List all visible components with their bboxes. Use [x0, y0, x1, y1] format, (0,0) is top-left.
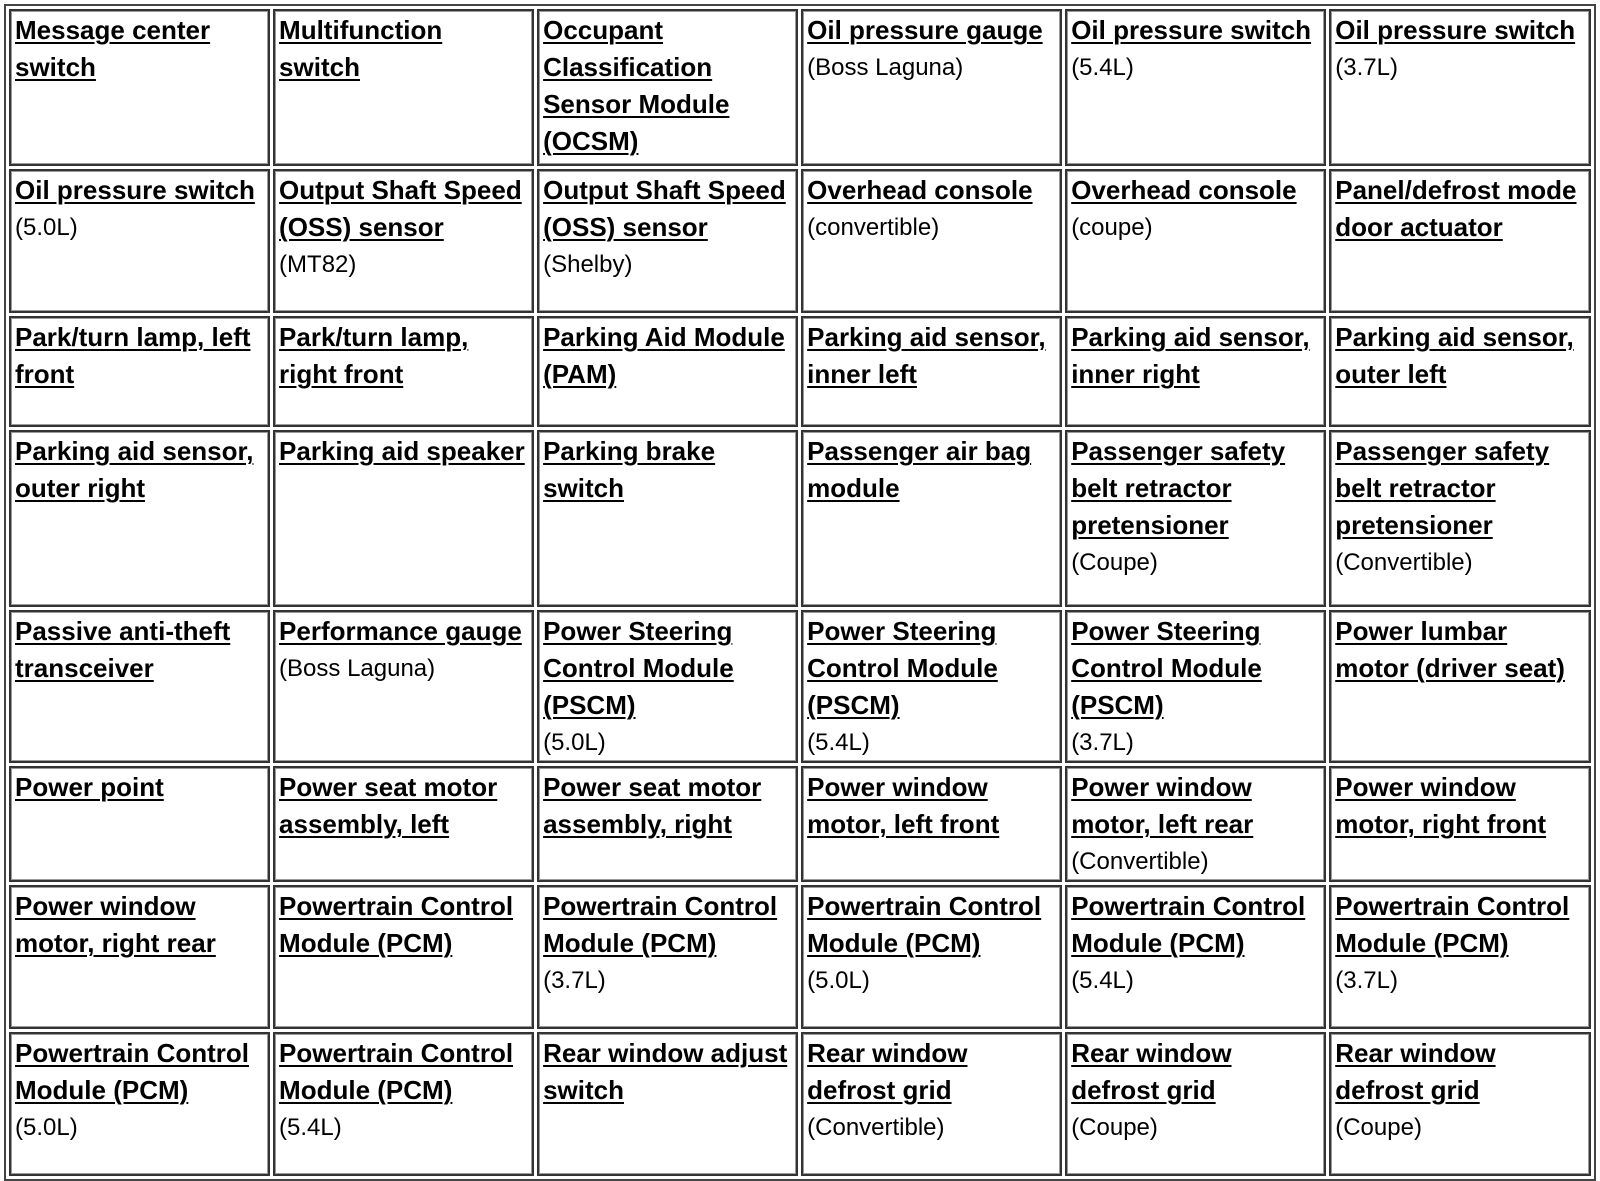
table-cell [537, 169, 798, 313]
table-cell [1329, 1032, 1591, 1176]
variant-note: (3.7L) [1335, 967, 1398, 994]
component-link[interactable]: Output Shaft Speed (OSS) sensor [543, 175, 786, 242]
table-cell [1065, 766, 1326, 882]
variant-note: (Coupe) [1071, 1114, 1158, 1141]
table-cell [801, 316, 1062, 427]
variant-note: (Boss Laguna) [279, 655, 436, 682]
table-cell [1065, 316, 1326, 427]
variant-note: (5.4L) [1071, 967, 1134, 994]
component-link[interactable]: Multifunction switch [279, 15, 443, 82]
component-link[interactable]: Powertrain Control Module (PCM) [279, 1038, 514, 1105]
component-link[interactable]: Power window motor, right rear [15, 891, 216, 958]
table-cell [1329, 610, 1591, 763]
component-link[interactable]: Powertrain Control Module (PCM) [807, 891, 1042, 958]
component-link[interactable]: Overhead console [807, 175, 1033, 205]
component-link[interactable]: Power Steering Control Module (PSCM) [543, 616, 734, 720]
table-row [9, 316, 1591, 427]
component-link[interactable]: Power Steering Control Module (PSCM) [807, 616, 998, 720]
table-cell [9, 9, 270, 166]
component-link[interactable]: Power seat motor assembly, left [279, 772, 498, 839]
variant-note: (Coupe) [1335, 1114, 1422, 1141]
variant-note: (5.0L) [15, 1114, 78, 1141]
table-cell [801, 885, 1062, 1029]
component-link[interactable]: Power window motor, left rear [1071, 772, 1254, 839]
table-cell [801, 766, 1062, 882]
table-cell [273, 430, 534, 607]
table-cell [1329, 885, 1591, 1029]
component-link[interactable]: Rear window defrost grid [807, 1038, 968, 1105]
table-cell [9, 169, 270, 313]
table-row [9, 610, 1591, 763]
table-cell [273, 885, 534, 1029]
component-link[interactable]: Overhead console [1071, 175, 1297, 205]
variant-note: (3.7L) [1335, 54, 1398, 81]
component-link[interactable]: Parking brake switch [543, 436, 716, 503]
component-link[interactable]: Parking aid speaker [279, 436, 525, 466]
table-cell [537, 9, 798, 166]
table-row [9, 430, 1591, 607]
component-link[interactable]: Power Steering Control Module (PSCM) [1071, 616, 1262, 720]
component-link[interactable]: Power window motor, right front [1335, 772, 1547, 839]
component-link[interactable]: Powertrain Control Module (PCM) [15, 1038, 250, 1105]
component-link[interactable]: Parking aid sensor, inner right [1071, 322, 1310, 389]
component-link[interactable]: Passenger air bag module [807, 436, 1032, 503]
component-link[interactable]: Power seat motor assembly, right [543, 772, 762, 839]
table-cell [9, 430, 270, 607]
table-cell [273, 766, 534, 882]
variant-note: (convertible) [807, 214, 940, 241]
component-link[interactable]: Parking aid sensor, inner left [807, 322, 1046, 389]
component-link[interactable]: Output Shaft Speed (OSS) sensor [279, 175, 522, 242]
table-row [9, 885, 1591, 1029]
variant-note: (MT82) [279, 251, 357, 278]
component-link[interactable]: Oil pressure switch [1071, 15, 1312, 45]
table-cell [9, 885, 270, 1029]
component-link[interactable]: Rear window defrost grid [1335, 1038, 1496, 1105]
variant-note: (3.7L) [543, 967, 606, 994]
variant-note: (5.4L) [807, 729, 870, 756]
table-cell [273, 316, 534, 427]
table-cell [801, 430, 1062, 607]
table-cell [1065, 1032, 1326, 1176]
table-cell [9, 766, 270, 882]
component-link[interactable]: Parking Aid Module (PAM) [543, 322, 785, 389]
variant-note: (Convertible) [1071, 848, 1209, 875]
table-cell [9, 1032, 270, 1176]
table-cell [801, 169, 1062, 313]
component-link[interactable]: Park/turn lamp, right front [279, 322, 469, 389]
variant-note: (5.0L) [15, 214, 78, 241]
variant-note: (5.0L) [543, 729, 606, 756]
component-link[interactable]: Park/turn lamp, left front [15, 322, 251, 389]
component-link[interactable]: Message center switch [15, 15, 211, 82]
variant-note: (Shelby) [543, 251, 633, 278]
variant-note: (Convertible) [1335, 549, 1473, 576]
table-row [9, 1032, 1591, 1176]
component-index-body [9, 9, 1591, 1176]
component-link[interactable]: Oil pressure switch [15, 175, 255, 205]
variant-note: (5.4L) [1071, 54, 1134, 81]
component-link[interactable]: Parking aid sensor, outer left [1335, 322, 1574, 389]
component-link[interactable]: Power window motor, left front [807, 772, 1000, 839]
table-row [9, 9, 1591, 166]
table-cell [273, 169, 534, 313]
table-cell [9, 316, 270, 427]
table-cell [1065, 885, 1326, 1029]
table-cell [537, 766, 798, 882]
component-link[interactable]: Oil pressure switch [1335, 15, 1576, 45]
variant-note: (coupe) [1071, 214, 1153, 241]
variant-note: (Boss Laguna) [807, 54, 964, 81]
table-cell [1329, 169, 1591, 313]
variant-note: (Convertible) [807, 1114, 945, 1141]
component-link[interactable]: Passenger safety belt retractor pretensioner [1071, 436, 1286, 540]
component-link[interactable]: Parking aid sensor, outer right [15, 436, 254, 503]
table-cell [537, 885, 798, 1029]
table-cell [1065, 610, 1326, 763]
component-link[interactable]: Powertrain Control Module (PCM) [1071, 891, 1306, 958]
component-link[interactable]: Power lumbar motor (driver seat) [1335, 616, 1565, 683]
table-row [9, 766, 1591, 882]
table-row [9, 169, 1591, 313]
table-cell [1065, 430, 1326, 607]
component-link[interactable]: Oil pressure gauge [807, 15, 1043, 45]
component-link[interactable]: Rear window defrost grid [1071, 1038, 1232, 1105]
component-link[interactable]: Power point [15, 772, 164, 802]
variant-note: (5.0L) [807, 967, 870, 994]
table-cell [1329, 766, 1591, 882]
component-link[interactable]: Occupant Classification Sensor Module (OCSM) [543, 15, 730, 156]
table-cell [1065, 169, 1326, 313]
component-link[interactable]: Panel/defrost mode door actuator [1335, 175, 1577, 242]
component-link[interactable]: Passenger safety belt retractor pretensioner [1335, 436, 1550, 540]
table-cell [1065, 9, 1326, 166]
component-index-table [4, 4, 1596, 1181]
table-cell [537, 430, 798, 607]
component-link[interactable]: Powertrain Control Module (PCM) [279, 891, 514, 958]
table-cell [9, 610, 270, 763]
table-cell [801, 9, 1062, 166]
table-cell [273, 1032, 534, 1176]
variant-note: (Coupe) [1071, 549, 1158, 576]
component-link[interactable]: Powertrain Control Module (PCM) [1335, 891, 1570, 958]
table-cell [273, 610, 534, 763]
variant-note: (3.7L) [1071, 729, 1134, 756]
table-cell [537, 316, 798, 427]
variant-note: (5.4L) [279, 1114, 342, 1141]
component-link[interactable]: Powertrain Control Module (PCM) [543, 891, 778, 958]
table-cell [1329, 430, 1591, 607]
table-cell [801, 1032, 1062, 1176]
component-link[interactable]: Rear window adjust switch [543, 1038, 788, 1105]
table-cell [537, 1032, 798, 1176]
table-cell [273, 9, 534, 166]
component-link[interactable]: Performance gauge [279, 616, 522, 646]
table-cell [801, 610, 1062, 763]
table-cell [1329, 9, 1591, 166]
table-cell [537, 610, 798, 763]
table-cell [1329, 316, 1591, 427]
component-link[interactable]: Passive anti-theft transceiver [15, 616, 231, 683]
